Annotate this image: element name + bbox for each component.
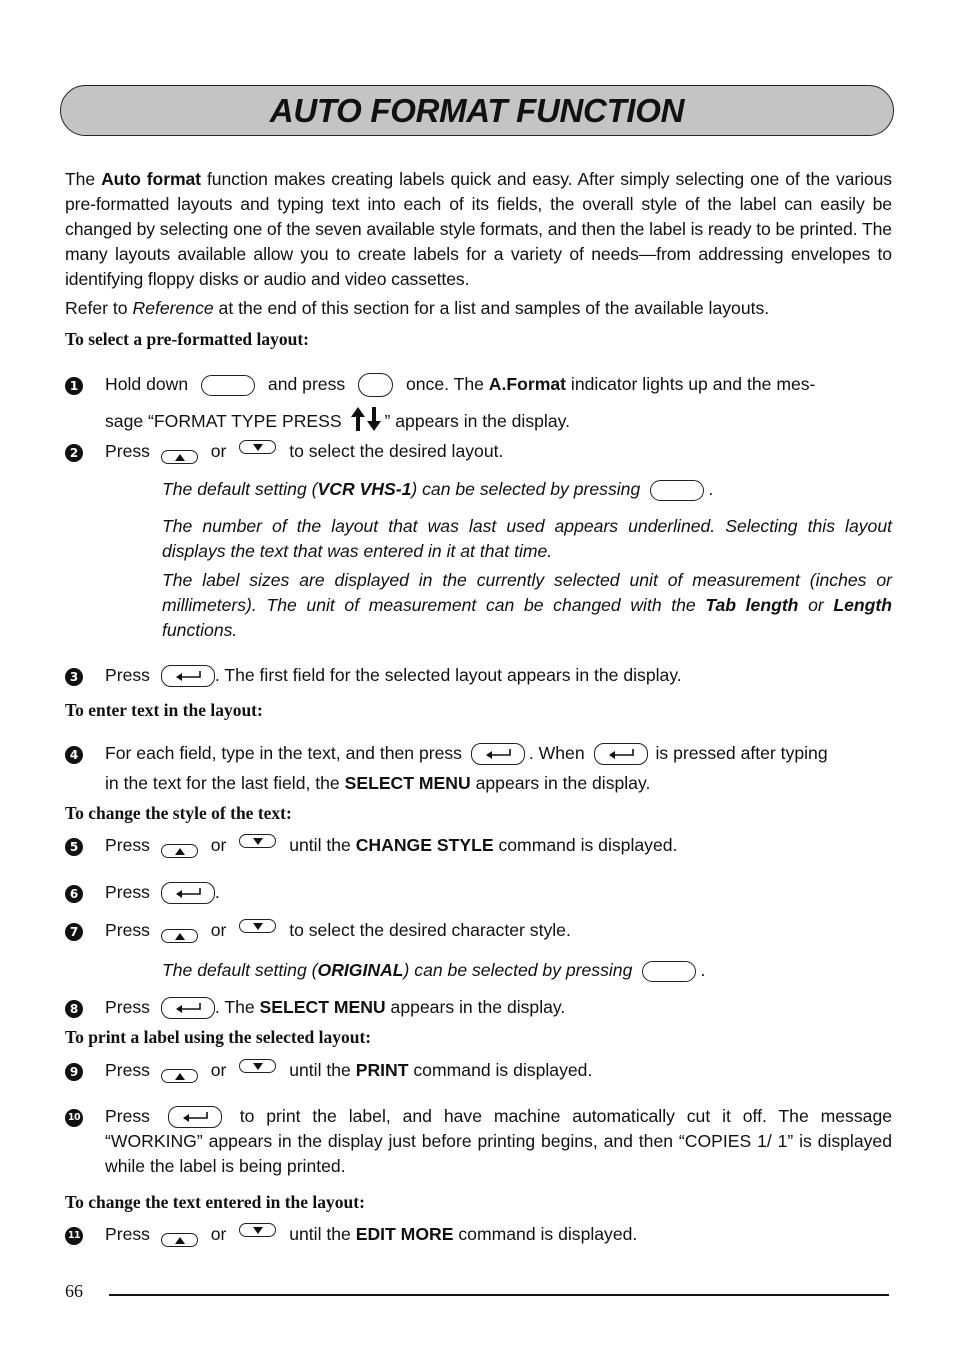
note-bold: VCR VHS-1 xyxy=(317,479,412,499)
title-banner xyxy=(60,85,894,136)
step-text: Press xyxy=(105,997,150,1017)
note-bold: Tab length xyxy=(705,595,799,615)
step-2-note-default xyxy=(162,477,892,502)
step-text: . xyxy=(214,882,220,902)
return-key-icon xyxy=(168,1106,222,1128)
heading-select-layout: To select a pre-formatted layout: xyxy=(65,329,309,349)
footer-rule xyxy=(109,1294,889,1296)
step-text: command is displayed. xyxy=(408,1060,593,1080)
step-number-9: 9 xyxy=(65,1063,83,1081)
step-1-line-2 xyxy=(105,406,895,439)
step-6-line xyxy=(105,880,895,905)
cursor-up-key-icon xyxy=(161,929,198,943)
cursor-up-key-icon xyxy=(161,844,198,858)
step-number-2: 2 xyxy=(65,444,83,462)
step-number-5: 5 xyxy=(65,838,83,856)
step-text: Press xyxy=(105,920,150,940)
space-key-icon xyxy=(650,480,704,501)
step-2-note-underlined: The number of the layout that was last used appears underlined. Selecting this layout displays the text that was entered in it at that time. xyxy=(162,516,892,561)
step-text: to select the desired character style. xyxy=(289,920,571,940)
step-text: command is displayed. xyxy=(453,1224,638,1244)
step-4-line-2 xyxy=(105,771,895,796)
step-number-6: 6 xyxy=(65,885,83,903)
step-bold: PRINT xyxy=(355,1060,409,1080)
step-5-line xyxy=(105,833,895,858)
intro-paragraph xyxy=(65,167,892,292)
page-number: 66 xyxy=(65,1281,83,1301)
cursor-down-key-icon xyxy=(239,1059,276,1073)
reference-italic: Reference xyxy=(132,298,214,318)
step-10-paragraph xyxy=(105,1104,892,1179)
intro-text: The xyxy=(65,169,102,189)
step-number-10: 10 xyxy=(65,1109,83,1127)
cursor-down-key-icon xyxy=(239,1223,276,1237)
step-text: . The xyxy=(214,997,260,1017)
note-text: functions. xyxy=(162,620,238,640)
return-key-icon xyxy=(594,743,648,765)
step-bold: A.Format xyxy=(488,374,567,394)
note-text: The default setting ( xyxy=(162,960,318,980)
up-down-arrows-icon xyxy=(350,406,382,439)
step-2-line xyxy=(105,439,895,464)
step-text: appears in the display. xyxy=(470,773,651,793)
intro-text-rest: function makes creating labels quick and easy. After simply selecting one of the various pre-formatted layouts and typing text into each of its fields, the overall style of the label can easily be changed by selecting one of the seven available style formats, and then the label is ready to be printed. The many layouts available allow you to create labels for a variety of needs—from addressing envelopes to identifying floppy disks or audio and video cassettes. xyxy=(65,169,892,289)
return-key-icon xyxy=(471,743,525,765)
reference-text: Refer to xyxy=(65,298,133,318)
step-text: Hold down xyxy=(105,374,189,394)
cursor-up-key-icon xyxy=(161,450,198,464)
return-key-icon xyxy=(161,997,215,1019)
step-text: Press xyxy=(105,1106,150,1126)
return-key-icon xyxy=(161,665,215,687)
step-7-note-default xyxy=(162,958,892,983)
step-number-4: 4 xyxy=(65,746,83,764)
note-text: . xyxy=(709,479,715,499)
intro-bold: Auto format xyxy=(101,169,201,189)
note-text: ) can be selected by pressing xyxy=(403,960,633,980)
step-text: sage “FORMAT TYPE PRESS xyxy=(105,411,342,432)
cursor-down-key-icon xyxy=(239,834,276,848)
step-text: to print the label, and have machine automatically cut it off. The message “WORKING” appears in the display just before printing begins, and then “COPIES 1/ 1” is displayed while the label is being printed. xyxy=(105,1106,893,1176)
step-text: or xyxy=(210,835,227,855)
note-text: . xyxy=(701,960,707,980)
step-4-line-1 xyxy=(105,741,895,766)
step-text: until the xyxy=(289,1224,356,1244)
code-key-icon xyxy=(201,375,255,396)
cursor-up-key-icon xyxy=(161,1233,198,1247)
step-text: Press xyxy=(105,665,150,685)
step-number-1: 1 xyxy=(65,377,83,395)
note-text: ) can be selected by pressing xyxy=(411,479,641,499)
step-bold: SELECT MENU xyxy=(259,997,386,1017)
step-text: until the xyxy=(289,1060,356,1080)
heading-change-style: To change the style of the text: xyxy=(65,803,292,823)
return-key-icon xyxy=(161,882,215,904)
note-text: The label sizes are displayed in the currently selected unit of measurement (inches or millimeters). The unit of measurement can be changed with the xyxy=(162,570,892,615)
step-bold: SELECT MENU xyxy=(344,773,471,793)
step-text: Press xyxy=(105,835,150,855)
page-title: AUTO FORMAT FUNCTION xyxy=(269,92,685,129)
step-text: or xyxy=(210,920,227,940)
cursor-down-key-icon xyxy=(239,919,276,933)
step-text: Press xyxy=(105,441,150,461)
note-bold: Length xyxy=(833,595,892,615)
step-7-line xyxy=(105,918,895,943)
note-text: The default setting ( xyxy=(162,479,318,499)
step-text: once. The xyxy=(405,374,489,394)
step-text: to select the desired layout. xyxy=(289,441,504,461)
step-bold: EDIT MORE xyxy=(355,1224,454,1244)
reference-paragraph xyxy=(65,296,892,321)
step-text: . The first field for the selected layout appears in the display. xyxy=(214,665,682,685)
step-text: until the xyxy=(289,835,356,855)
step-text: ” appears in the display. xyxy=(384,411,570,432)
space-key-icon xyxy=(642,961,696,982)
step-text: in the text for the last field, the xyxy=(105,773,345,793)
heading-enter-text: To enter text in the layout: xyxy=(65,700,263,720)
step-number-3: 3 xyxy=(65,668,83,686)
step-text: Press xyxy=(105,1060,150,1080)
step-text: command is displayed. xyxy=(493,835,678,855)
step-number-8: 8 xyxy=(65,1000,83,1018)
heading-print-label: To print a label using the selected layout: xyxy=(65,1027,372,1047)
step-text: For each field, type in the text, and then press xyxy=(105,743,462,763)
step-number-11: 11 xyxy=(65,1227,83,1245)
step-text: is pressed after typing xyxy=(655,743,828,763)
cursor-up-key-icon xyxy=(161,1069,198,1083)
step-8-line xyxy=(105,995,895,1020)
step-text: appears in the display. xyxy=(385,997,566,1017)
step-text: . When xyxy=(528,743,585,763)
step-text: or xyxy=(210,1060,227,1080)
a-format-key-icon xyxy=(358,373,393,397)
step-text: and press xyxy=(267,374,346,394)
step-text: indicator lights up and the mes- xyxy=(566,374,816,394)
step-1-line-1 xyxy=(105,372,895,397)
heading-change-text: To change the text entered in the layout: xyxy=(65,1192,365,1212)
step-text: Press xyxy=(105,1224,150,1244)
note-bold: ORIGINAL xyxy=(317,960,404,980)
step-11-line xyxy=(105,1222,895,1247)
step-number-7: 7 xyxy=(65,923,83,941)
note-text: or xyxy=(798,595,834,615)
step-2-note-units xyxy=(162,568,892,643)
step-text: or xyxy=(210,441,227,461)
reference-text-rest: at the end of this section for a list and samples of the available layouts. xyxy=(213,298,770,318)
step-3-line xyxy=(105,663,895,688)
step-bold: CHANGE STYLE xyxy=(355,835,494,855)
step-text: Press xyxy=(105,882,150,902)
step-9-line xyxy=(105,1058,895,1083)
cursor-down-key-icon xyxy=(239,440,276,454)
step-text: or xyxy=(210,1224,227,1244)
